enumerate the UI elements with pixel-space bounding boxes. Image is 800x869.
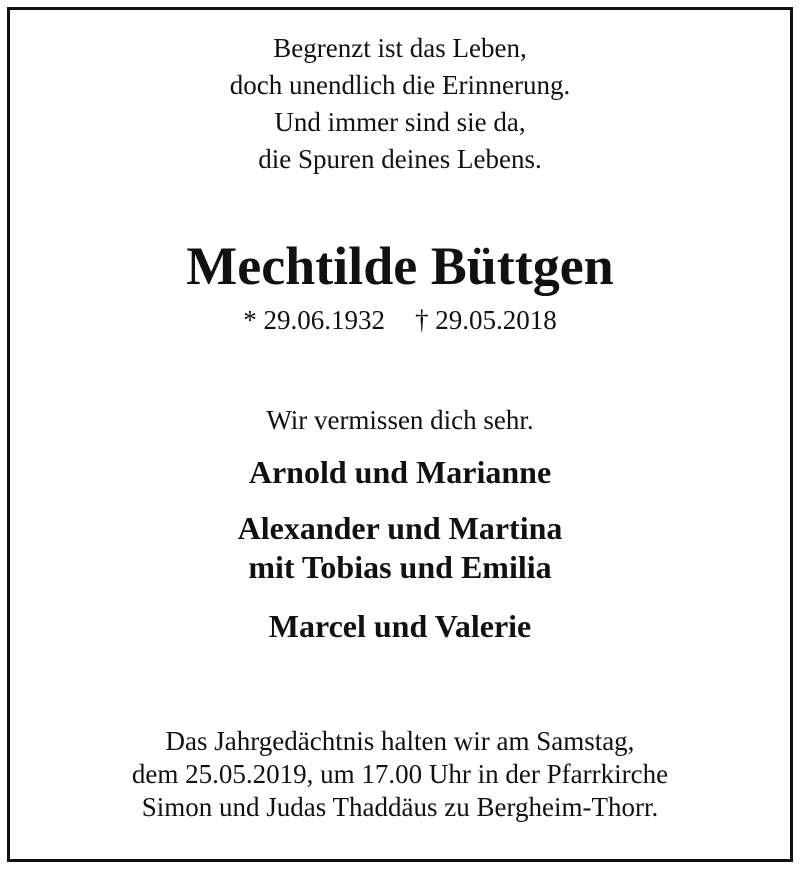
family-line-2: Alexander und Martina (237, 510, 563, 546)
death-date: † 29.05.2018 (415, 305, 557, 335)
mourning-message: Wir vermissen dich sehr. (266, 405, 534, 435)
verse-line-1: Begrenzt ist das Leben, (273, 33, 527, 63)
family-line-1: Arnold und Marianne (248, 454, 552, 490)
family-line-3: mit Tobias und Emilia (248, 549, 552, 585)
memorial-notice-line-1: Das Jahrgedächtnis halten wir am Samstag, (165, 726, 635, 756)
memorial-notice-line-3: Simon und Judas Thaddäus zu Bergheim-Thorr. (141, 792, 659, 822)
verse-line-3: Und immer sind sie da, (274, 107, 526, 137)
birth-date: * 29.06.1932 (243, 305, 385, 335)
verse-line-2: doch unendlich die Erinnerung. (229, 70, 571, 100)
family-line-4: Marcel und Valerie (268, 608, 532, 644)
deceased-name: Mechtilde Büttgen (186, 236, 614, 296)
memorial-notice-line-2: dem 25.05.2019, um 17.00 Uhr in der Pfarrkirche (131, 759, 669, 789)
life-dates (0, 302, 800, 339)
verse-line-4: die Spuren deines Lebens. (258, 144, 542, 174)
